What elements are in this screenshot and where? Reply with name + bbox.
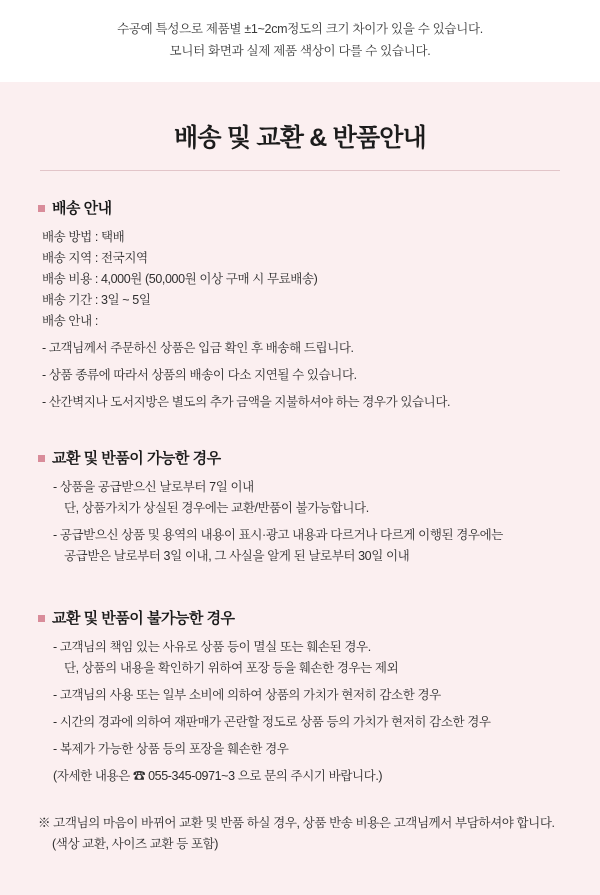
footnote-secondary: (색상 교환, 사이즈 교환 등 포함)	[52, 837, 219, 851]
section-title: 배송 안내	[52, 200, 112, 217]
section-title: 교환 및 반품이 가능한 경우	[52, 450, 221, 467]
top-notice-line-2: 모니터 화면과 실제 제품 색상이 다를 수 있습니다.	[169, 44, 431, 58]
list-item: 배송 지역 : 전국지역	[42, 251, 148, 265]
section-lines	[38, 477, 562, 567]
phone-contact-note: (자세한 내용은 ☎ 055-345-0971~3 으로 문의 주시기 바랍니다.)	[53, 769, 383, 783]
section-heading	[38, 197, 562, 218]
top-notice-line-1: 수공예 특성으로 제품별 ±1~2cm정도의 크기 차이가 있을 수 있습니다.	[117, 22, 483, 36]
section-exchange-not-allowed	[38, 607, 562, 787]
list-item: - 공급받으신 상품 및 용역의 내용이 표시·광고 내용과 다르거나 다르게 이행된 경우에는	[53, 528, 503, 542]
list-item: - 고객님께서 주문하신 상품은 입금 확인 후 배송해 드립니다.	[42, 341, 354, 355]
spacer	[38, 593, 562, 607]
square-bullet-icon	[38, 205, 45, 212]
list-item: 단, 상품가치가 상실된 경우에는 교환/반품이 불가능합니다.	[64, 501, 369, 515]
spacer	[38, 439, 562, 447]
list-item: 단, 상품의 내용을 확인하기 위하여 포장 등을 훼손한 경우는 제외	[64, 661, 399, 675]
top-notice	[0, 0, 600, 82]
footnotes	[38, 813, 562, 855]
section-title: 교환 및 반품이 불가능한 경우	[52, 610, 235, 627]
list-item: 배송 기간 : 3일 ~ 5일	[42, 293, 151, 307]
list-item: 공급받은 날로부터 3일 이내, 그 사실을 알게 된 날로부터 30일 이내	[64, 549, 410, 563]
section-heading	[38, 607, 562, 628]
list-item: 배송 비용 : 4,000원 (50,000원 이상 구매 시 무료배송)	[42, 272, 318, 286]
list-item: - 복제가 가능한 상품 등의 포장을 훼손한 경우	[53, 742, 289, 756]
list-item: - 상품을 공급받으신 날로부터 7일 이내	[53, 480, 254, 494]
title-divider	[40, 170, 560, 171]
list-item: - 산간벽지나 도서지방은 별도의 추가 금액을 지불하셔야 하는 경우가 있습니다.	[42, 395, 451, 409]
info-panel	[0, 82, 600, 895]
footnote-primary: ※ 고객님의 마음이 바뀌어 교환 및 반품 하실 경우, 상품 반송 비용은 고객님께서 부담하셔야 합니다.	[38, 816, 555, 830]
section-heading	[38, 447, 562, 468]
list-item: - 상품 종류에 따라서 상품의 배송이 다소 지연될 수 있습니다.	[42, 368, 357, 382]
list-item: - 고객님의 사용 또는 일부 소비에 의하여 상품의 가치가 현저히 감소한 경우	[53, 688, 441, 702]
section-exchange-allowed	[38, 447, 562, 567]
section-lines	[38, 227, 562, 413]
page-title: 배송 및 교환 & 반품안내	[174, 124, 426, 152]
section-lines	[38, 637, 562, 787]
square-bullet-icon	[38, 455, 45, 462]
section-delivery-info	[38, 197, 562, 413]
square-bullet-icon	[38, 615, 45, 622]
list-item: - 고객님의 책임 있는 사유로 상품 등이 멸실 또는 훼손된 경우.	[53, 640, 371, 654]
panel-content	[0, 197, 600, 855]
list-item: 배송 안내 :	[42, 314, 98, 328]
list-item: - 시간의 경과에 의하여 재판매가 곤란할 정도로 상품 등의 가치가 현저히 감소한 경우	[53, 715, 491, 729]
list-item: 배송 방법 : 택배	[42, 230, 125, 244]
